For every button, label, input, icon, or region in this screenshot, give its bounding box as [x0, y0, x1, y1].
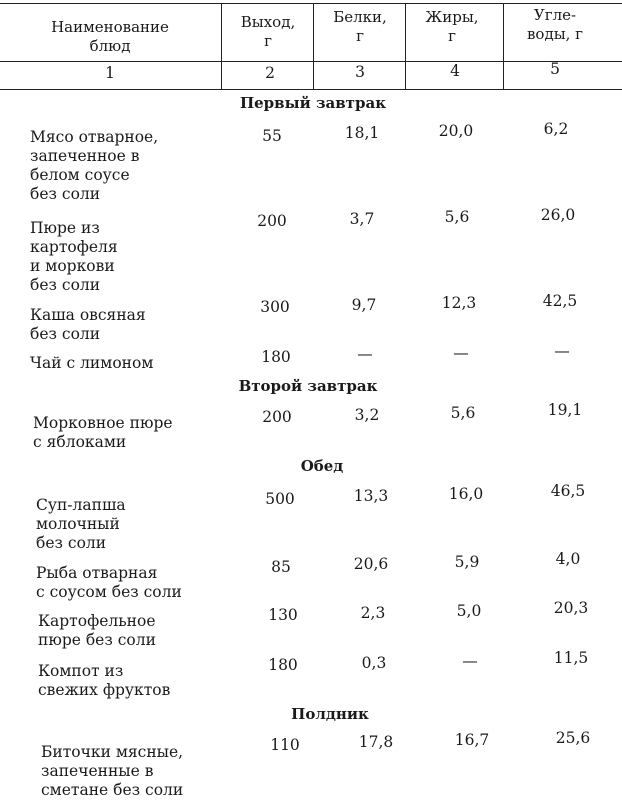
dish-name: Картофельное пюре без соли: [38, 612, 156, 649]
cell-fat: 5,0: [456, 602, 482, 620]
cell-carbs: 26,0: [540, 206, 576, 224]
cell-yield: 500: [265, 490, 295, 508]
cell-protein: 18,1: [344, 124, 380, 142]
cell-protein: 9,7: [351, 296, 377, 314]
table-top-rule: [0, 3, 622, 4]
column-number: 3: [355, 63, 365, 81]
column-number: 5: [550, 60, 560, 78]
dish-name: Мясо отварное, запеченное в белом соусе без соли: [30, 128, 159, 203]
cell-protein: —: [357, 345, 373, 363]
column-number-rule: [0, 89, 622, 90]
cell-carbs: 25,6: [555, 729, 591, 747]
cell-yield: 130: [268, 606, 298, 624]
header-rule: [0, 61, 622, 62]
dish-name: Пюре из картофеля и моркови без соли: [30, 219, 118, 294]
dish-name: Рыба отварная с соусом без соли: [36, 564, 182, 601]
cell-fat: 16,7: [454, 731, 490, 749]
section-title: Обед: [300, 457, 344, 475]
header-fat: Жиры, г: [425, 8, 479, 45]
dish-name: Суп-лапша молочный без соли: [36, 496, 126, 552]
cell-yield: 55: [262, 127, 282, 145]
cell-carbs: 11,5: [553, 649, 589, 667]
cell-protein: 3,2: [354, 406, 380, 424]
cell-yield: 200: [257, 212, 287, 230]
cell-fat: 5,6: [444, 208, 470, 226]
cell-fat: —: [453, 344, 469, 362]
cell-protein: 2,3: [360, 604, 386, 622]
cell-fat: —: [462, 652, 478, 670]
cell-yield: 85: [271, 558, 291, 576]
cell-yield: 300: [260, 298, 290, 316]
cell-protein: 3,7: [349, 210, 375, 228]
cell-yield: 200: [262, 408, 292, 426]
section-title: Второй завтрак: [238, 377, 378, 395]
cell-carbs: 20,3: [553, 599, 589, 617]
column-divider: [313, 3, 314, 90]
cell-carbs: 6,2: [543, 120, 569, 138]
cell-carbs: 19,1: [547, 401, 583, 419]
cell-yield: 180: [268, 656, 298, 674]
cell-protein: 17,8: [358, 733, 394, 751]
dish-name: Биточки мясные, запеченные в сметане без соли: [41, 743, 184, 799]
cell-yield: 180: [261, 348, 291, 366]
column-number: 1: [105, 64, 115, 82]
dish-name: Чай с лимоном: [30, 354, 154, 372]
dish-name: Компот из свежих фруктов: [38, 662, 171, 699]
cell-protein: 13,3: [353, 487, 389, 505]
cell-fat: 5,6: [450, 404, 476, 422]
cell-fat: 12,3: [441, 294, 477, 312]
cell-protein: 20,6: [353, 555, 389, 573]
section-title: Первый завтрак: [239, 94, 387, 112]
cell-carbs: 42,5: [542, 292, 578, 310]
cell-fat: 16,0: [448, 485, 484, 503]
cell-carbs: 46,5: [550, 482, 586, 500]
column-number: 2: [265, 64, 275, 82]
column-divider: [405, 3, 406, 90]
cell-carbs: —: [554, 342, 570, 360]
header-yield: Выход, г: [240, 13, 296, 50]
cell-fat: 20,0: [438, 122, 474, 140]
column-divider: [221, 3, 222, 90]
header-carbs: Угле- воды, г: [526, 6, 584, 43]
column-divider: [503, 3, 504, 90]
cell-fat: 5,9: [454, 553, 480, 571]
dish-name: Каша овсяная без соли: [30, 306, 146, 343]
header-protein: Белки, г: [333, 8, 387, 45]
cell-carbs: 4,0: [555, 550, 581, 568]
header-name: Наименование блюд: [51, 18, 169, 55]
cell-protein: 0,3: [361, 654, 387, 672]
column-number: 4: [450, 62, 460, 80]
dish-name: Морковное пюре с яблоками: [33, 414, 173, 451]
cell-yield: 110: [270, 736, 300, 754]
section-title: Полдник: [291, 705, 369, 723]
